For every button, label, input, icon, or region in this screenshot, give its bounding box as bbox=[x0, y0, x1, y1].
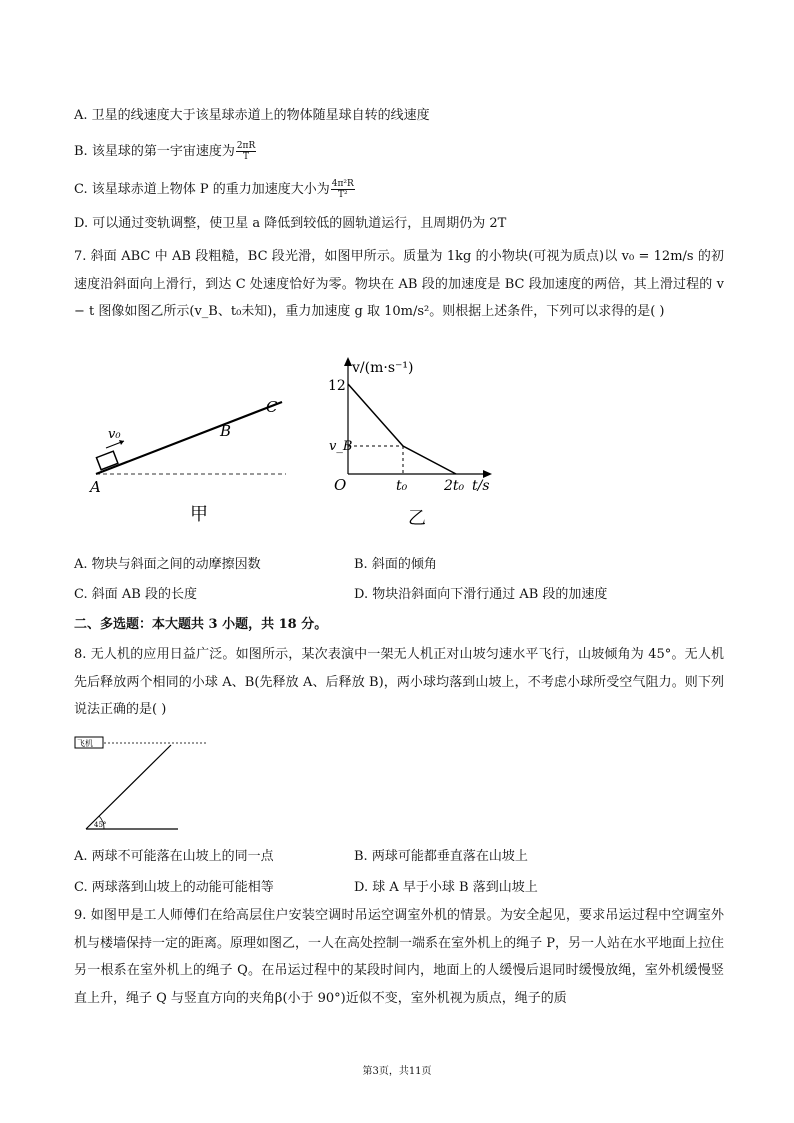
q9-stem: 9. 如图甲是工人师傅们在给高层住户安装空调时吊运空调室外机的情景。为安全起见，要求吊运过程中空调室外机与楼墙保持一定的距离。原理如图乙，一人在高处控制一端系在室外机上的绳子 P，另一人站在水平地面上拉住另一根系在室外机上的绳子 Q。在吊运过程中的某段时间内，地面上的人缓慢后退同时缓慢放绳，室外机缓慢竖直上升，绳子 Q 与竖直方向的夹角β(小于 90°)近似不变，室外机视为质点，绳子的质 bbox=[74, 908, 724, 1006]
caption-yi: 乙 bbox=[408, 508, 426, 529]
q6-option-b-fraction bbox=[236, 141, 256, 162]
section-heading: 二、多选题：本大题共 3 小题，共 18 分。 bbox=[74, 617, 328, 632]
angle-label: 45° bbox=[94, 821, 107, 829]
tick-t0: t₀ bbox=[396, 478, 408, 494]
fraction-denominator: T² bbox=[337, 190, 348, 200]
origin-label: O bbox=[334, 476, 347, 494]
x-axis-arrow-icon bbox=[483, 470, 492, 478]
q6-option-b bbox=[74, 140, 256, 162]
x-axis-label: t/s bbox=[472, 478, 490, 494]
q8-option-b: B. 两球可能都垂直落在山坡上 bbox=[354, 849, 528, 864]
tick-2t0: 2t₀ bbox=[444, 478, 465, 494]
q7-figure-incline bbox=[86, 392, 306, 532]
y-tick-12: 12 bbox=[328, 378, 346, 394]
q6-option-c bbox=[74, 178, 355, 200]
q8-option-d: D. 球 A 早于小球 B 落到山坡上 bbox=[354, 880, 538, 895]
label-a: A bbox=[90, 478, 101, 496]
label-vb: v_B bbox=[329, 439, 353, 454]
page-footer: 第3页，共11页 bbox=[362, 1066, 432, 1077]
q7-stem: 7. 斜面 ABC 中 AB 段粗糙，BC 段光滑，如图甲所示。质量为 1kg 的小物块(可视为质点)以 v₀ = 12m/s 的初速度沿斜面向上滑行，到达 C 处速度恰好为零。物块在 AB 段的加速度是 BC 段加速度的两倍，其上滑过程的 v − t 图像如图乙所示(v_B、t₀未知)，重力加速度 g 取 10m/s²。则根据上述条件，下列可以求得的是( ) bbox=[74, 249, 724, 319]
slope-line bbox=[86, 745, 171, 829]
q8-option-a: A. 两球不可能落在山坡上的同一点 bbox=[74, 849, 274, 864]
y-axis-arrow-icon bbox=[344, 357, 352, 366]
label-b: B bbox=[220, 422, 232, 440]
label-c: C bbox=[266, 398, 278, 416]
q7-option-b: B. 斜面的倾角 bbox=[354, 557, 437, 572]
label-v0: v₀ bbox=[108, 427, 121, 442]
q8-option-c: C. 两球落到山坡上的动能可能相等 bbox=[74, 880, 274, 895]
q7-option-c: C. 斜面 AB 段的长度 bbox=[74, 587, 197, 602]
vt-line bbox=[348, 384, 456, 474]
q6-option-b-text: B. 该星球的第一宇宙速度为 bbox=[74, 144, 235, 159]
q6-option-d: D. 可以通过变轨调整，使卫星 a 降低到较低的圆轨道运行，且周期仍为 2T bbox=[74, 216, 507, 231]
q6-option-a: A. 卫星的线速度大于该星球赤道上的物体随星球自转的线速度 bbox=[74, 108, 430, 123]
fraction-denominator: T bbox=[243, 152, 250, 162]
q6-option-c-text: C. 该星球赤道上物体 P 的重力加速度大小为 bbox=[74, 182, 330, 197]
y-axis-label: v/(m·s⁻¹) bbox=[352, 360, 414, 376]
caption-jia: 甲 bbox=[190, 504, 208, 525]
q7-option-a: A. 物块与斜面之间的动摩擦因数 bbox=[74, 557, 261, 572]
fraction-numerator: 4π²R bbox=[331, 179, 354, 189]
plane-label: 飞机 bbox=[77, 739, 93, 748]
q8-stem: 8. 无人机的应用日益广泛。如图所示，某次表演中一架无人机正对山坡匀速水平飞行，山坡倾角为 45°。无人机先后释放两个相同的小球 A、B(先释放 A、后释放 B)，两小球均落到山坡上，不考虑小球所受空气阻力。则下列说法正确的是( ) bbox=[74, 647, 724, 717]
incline-slope bbox=[96, 402, 282, 474]
q7-figure-vt-graph bbox=[326, 352, 516, 532]
fraction-numerator: 2πR bbox=[236, 141, 256, 151]
q8-figure-drone-slope bbox=[74, 735, 214, 835]
q6-option-c-fraction bbox=[331, 179, 355, 200]
q7-option-d: D. 物块沿斜面向下滑行通过 AB 段的加速度 bbox=[354, 587, 608, 602]
